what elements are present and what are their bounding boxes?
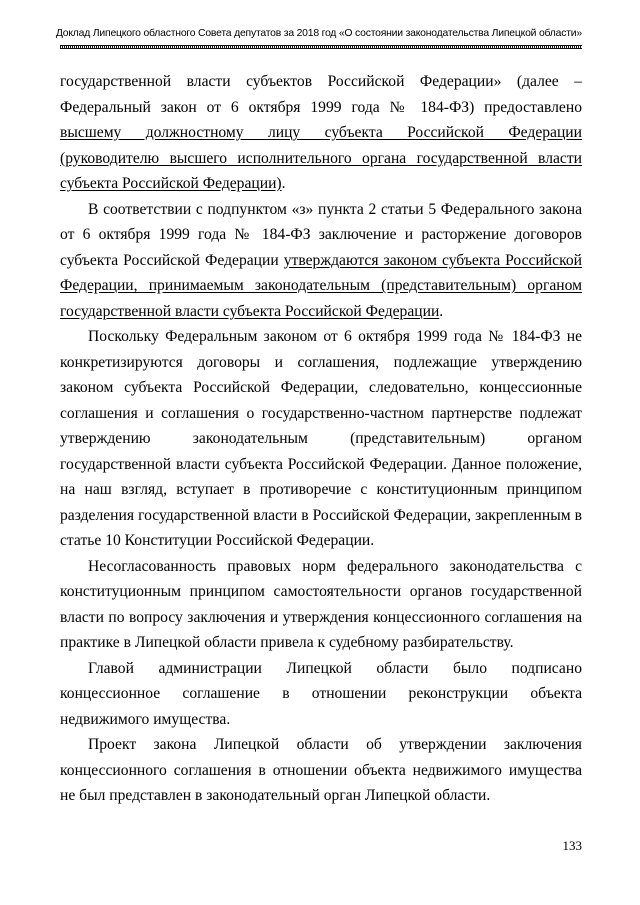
paragraph-2-end: .	[439, 302, 444, 320]
paragraph-1-underlined-text: высшему должностному лицу субъекта Российской Федерации (руководителю высшего исполнительного органа государственной власти субъекта Российской Федерации)	[60, 124, 582, 192]
paragraph-2-text: В соответствии с подпунктом «з» пункта 2 статьи 5 Федерального закона от 6 октября 1999 года № 184-ФЗ заключение и расторжение договоров субъекта Российской Федерации	[60, 200, 582, 269]
paragraph-6: Проект закона Липецкой области об утверждении заключения концессионного соглашения в отношении объекта недвижимого имущества не был представлен в законодательный орган Липецкой области.	[60, 736, 582, 804]
page-number: 133	[562, 838, 582, 853]
paragraph-2	[60, 197, 582, 325]
paragraph-3: Поскольку Федеральным законом от 6 октября 1999 года № 184-ФЗ не конкретизируются договоры и соглашения, подлежащие утверждению законом субъекта Российской Федерации, следовательно, концессионные соглашения и соглашения о государственно-частном партнерстве подлежат утверждению законодательным (представительным) органом государственной власти субъекта Российской Федерации. Данное положение, на наш взгляд, вступает в противоречие с конституционным принципом разделения государственной власти в Российской Федерации, закрепленным в статье 10 Конституции Российской Федерации.	[60, 328, 582, 549]
paragraph-1	[60, 69, 582, 197]
paragraph-2-underlined-text: утверждаются законом субъекта Российской Федерации, принимаемым законодательным (представительным) органом государственной власти субъекта Российской Федерации	[60, 251, 582, 320]
paragraph-1-text: государственной власти субъектов Российской Федерации» (далее – Федеральный закон от 6 октября 1999 года № 184-ФЗ) предоставлено	[60, 73, 582, 116]
header-divider	[60, 45, 582, 49]
paragraph-1-end: .	[281, 175, 286, 192]
paragraph-5: Главой администрации Липецкой области было подписано концессионное соглашение в отношении реконструкции объекта недвижимого имущества.	[60, 659, 582, 728]
running-header: Доклад Липецкого областного Совета депутатов за 2018 год «О состоянии законодательства Липецкой области»	[55, 28, 582, 39]
document-body	[60, 69, 582, 809]
paragraph-4: Несогласованность правовых норм федерального законодательства с конституционным принципом самостоятельности органов государственной власти по вопросу заключения и утверждения концессионного соглашения на практике в Липецкой области привела к судебному разбирательству.	[60, 557, 582, 651]
